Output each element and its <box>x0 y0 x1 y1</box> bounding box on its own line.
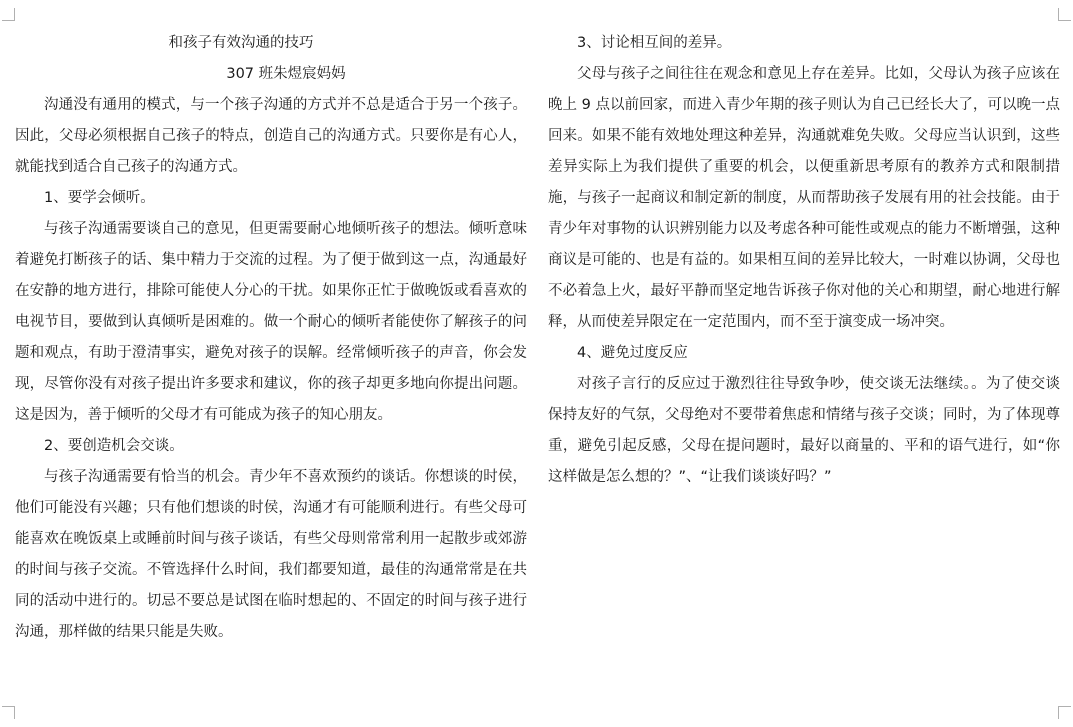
section-heading-3: 3、讨论相互间的差异。 <box>577 35 732 51</box>
section-body-1: 与孩子沟通需要谈自己的意见，但更需要耐心地倾听孩子的想法。倾听意味着避免打断孩子的话、集中精力于交流的过程。为了便于做到这一点，沟通最好在安静的地方进行，排除可能使人分心的干扰。如果你正忙于做晚饭或看喜欢的电视节目，要做到认真倾听是困难的。做一个耐心的倾听者能使你了解孩子的问题和观点，有助于澄清事实，避免对孩子的误解。经常倾听孩子的声音，你会发现，尽管你没有对孩子提出许多要求和建议，你的孩子却更多地向你提出问题。这是因为，善于倾听的父母才有可能成为孩子的知心朋友。 <box>15 221 527 423</box>
corner-mark-bottom-right <box>1058 706 1071 719</box>
corner-mark-top-left <box>2 8 15 21</box>
section-body-4: 对孩子言行的反应过于激烈往往导致争吵，使交谈无法继续。。为了使交谈保持友好的气氛，父母绝对不要带着焦虑和情绪与孩子交谈；同时，为了体现尊重，避免引起反感，父母在提问题时，最好以商量的、平和的语气进行，如“你这样做是怎么想的？”、“让我们谈谈好吗？” <box>548 376 1060 485</box>
section-heading-2: 2、要创造机会交谈。 <box>44 438 184 454</box>
section-body-3: 父母与孩子之间往往在观念和意见上存在差异。比如，父母认为孩子应该在晚上 9 点以前回家，而进入青少年期的孩子则认为自己已经长大了，可以晚一点回来。如果不能有效地处理这种差异，沟通就难免失败。父母应当认识到，这些差异实际上为我们提供了重要的机会，以便重新思考原有的教养方式和限制措施，与孩子一起商议和制定新的制度，从而帮助孩子发展有用的社会技能。由于青少年对事物的认识辨别能力以及考虑各种可能性或观点的能力不断增强，这种商议是可能的、也是有益的。如果相互间的差异比较大，一时难以协调，父母也不必着急上火，最好平静而坚定地告诉孩子你对他的关心和期望，耐心地进行解释，从而使差异限定在一定范围内，而不至于演变成一场冲突。 <box>548 66 1060 330</box>
corner-mark-bottom-left <box>2 706 15 719</box>
corner-mark-top-right <box>1058 8 1071 21</box>
left-column <box>15 28 527 648</box>
intro-paragraph: 沟通没有通用的模式，与一个孩子沟通的方式并不总是适合于另一个孩子。因此，父母必须根据自己孩子的特点，创造自己的沟通方式。只要你是有心人，就能找到适合自己孩子的沟通方式。 <box>15 97 527 175</box>
section-heading-4: 4、避免过度反应 <box>577 345 688 361</box>
section-heading-1: 1、要学会倾听。 <box>44 190 155 206</box>
right-column <box>548 28 1060 493</box>
document-title: 和孩子有效沟通的技巧 <box>168 35 314 51</box>
document-author: 307 班朱煜宸妈妈 <box>226 66 346 82</box>
section-body-2: 与孩子沟通需要有恰当的机会。青少年不喜欢预约的谈话。你想谈的时侯，他们可能没有兴趣；只有他们想谈的时侯，沟通才有可能顺利进行。有些父母可能喜欢在晚饭桌上或睡前时间与孩子谈话，有些父母则常常利用一起散步或郊游的时间与孩子交流。不管选择什么时间，我们都要知道，最佳的沟通常常是在共同的活动中进行的。切忌不要总是试图在临时想起的、不固定的时间与孩子进行沟通，那样做的结果只能是失败。 <box>15 469 527 640</box>
